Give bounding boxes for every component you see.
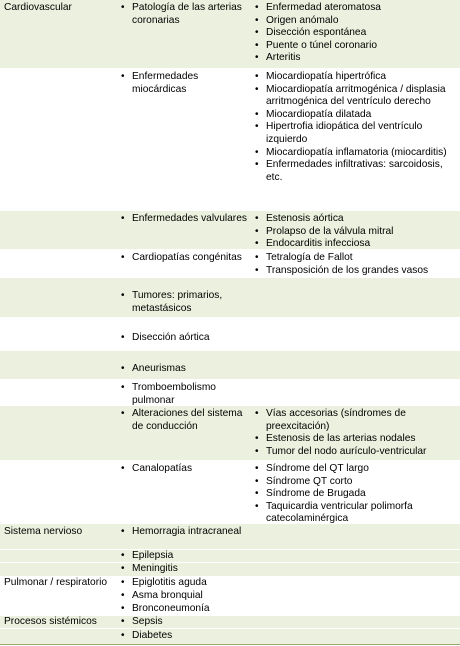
detail-item: • Estenosis de las arterias nodales xyxy=(252,433,456,446)
subcategory-cell xyxy=(118,382,248,407)
table-row xyxy=(0,211,460,250)
subcategory-cell xyxy=(118,71,248,96)
subcategory-cell xyxy=(118,363,248,376)
table-row xyxy=(0,461,460,524)
detail-item: • Prolapso de la válvula mitral xyxy=(252,226,456,239)
table-row xyxy=(0,318,460,351)
detail-item: • Enfermedades infiltrativas: sarcoidosis, etc. xyxy=(252,159,456,184)
subcategory-item: • Tumores: primarios, metastásicos xyxy=(118,290,248,315)
subcategory-item: • Epiglotitis aguda xyxy=(118,577,248,590)
table-row xyxy=(0,616,460,629)
subcategory-item: • Cardiopatías congénitas xyxy=(118,252,248,265)
table-row xyxy=(0,380,460,406)
detail-item: • Hipertrofia idiopática del ventrículo izquierdo xyxy=(252,121,456,146)
subcategory-cell xyxy=(118,616,248,629)
subcategory-item: • Aneurismas xyxy=(118,363,248,376)
subcategory-cell xyxy=(118,408,248,433)
subcategory-item: • Enfermedades valvulares xyxy=(118,213,248,226)
detail-item: • Endocarditis infecciosa xyxy=(252,238,456,251)
subcategory-cell xyxy=(118,290,248,315)
detail-item: • Síndrome del QT largo xyxy=(252,463,456,476)
detail-item: • Síndrome de Brugada xyxy=(252,488,456,501)
detail-item: • Síndrome QT corto xyxy=(252,476,456,489)
detail-item: • Miocardiopatía arritmogénica / displasia arritmogénica del ventrículo derecho xyxy=(252,84,456,109)
detail-item: • Miocardiopatía dilatada xyxy=(252,109,456,122)
subcategory-cell xyxy=(118,252,248,265)
subcategory-cell xyxy=(118,563,248,576)
detail-list xyxy=(252,2,456,65)
detail-item: • Arteritis xyxy=(252,52,456,65)
subcategory-cell xyxy=(118,2,248,27)
subcategory-cell xyxy=(118,550,248,563)
detail-item: • Miocardiopatía hipertrófica xyxy=(252,71,456,84)
category-cell: Pulmonar / respiratorio xyxy=(4,577,108,588)
subcategory-cell xyxy=(118,213,248,226)
table-row xyxy=(0,577,460,590)
subcategory-item: • Alteraciones del sistema de conducción xyxy=(118,408,248,433)
table-row xyxy=(0,524,460,550)
detail-list xyxy=(252,213,456,251)
subcategory-item: • Diabetes xyxy=(118,630,248,643)
subcategory-cell xyxy=(118,603,248,616)
detail-list xyxy=(252,408,456,458)
table-row xyxy=(0,250,460,278)
subcategory-item: • Patología de las arterias coronarias xyxy=(118,2,248,27)
subcategory-item: • Canalopatías xyxy=(118,463,248,476)
subcategory-item: • Hemorragia intracraneal xyxy=(118,526,248,539)
detail-item: • Enfermedad ateromatosa xyxy=(252,2,456,15)
table-row xyxy=(0,590,460,603)
table-row xyxy=(0,629,460,645)
detail-item: • Tumor del nodo aurículo-ventricular xyxy=(252,446,456,459)
detail-item: • Miocardiopatía inflamatoria (miocarditis) xyxy=(252,147,456,160)
table-row xyxy=(0,563,460,577)
detail-item: • Disección espontánea xyxy=(252,27,456,40)
table-row xyxy=(0,406,460,461)
category-cell: Cardiovascular xyxy=(4,2,72,13)
detail-item: • Estenosis aórtica xyxy=(252,213,456,226)
subcategory-item: • Meningitis xyxy=(118,563,248,576)
detail-item: • Puente o túnel coronario xyxy=(252,40,456,53)
subcategory-item: • Asma bronquial xyxy=(118,590,248,603)
category-cell: Sistema nervioso xyxy=(4,526,83,537)
table-row xyxy=(0,351,460,380)
detail-item: • Origen anómalo xyxy=(252,15,456,28)
category-cell: Procesos sistémicos xyxy=(4,616,97,627)
subcategory-cell xyxy=(118,577,248,590)
detail-list xyxy=(252,252,456,277)
table-row xyxy=(0,0,460,69)
detail-list xyxy=(252,463,456,526)
subcategory-cell xyxy=(118,526,248,539)
subcategory-cell xyxy=(118,332,248,345)
subcategory-cell xyxy=(118,590,248,603)
table-row xyxy=(0,278,460,318)
table-row xyxy=(0,69,460,211)
subcategory-cell xyxy=(118,463,248,476)
detail-item: • Taquicardia ventricular polimorfa catecolaminérgica xyxy=(252,501,456,526)
subcategory-item: • Enfermedades miocárdicas xyxy=(118,71,248,96)
detail-item: • Tetralogía de Fallot xyxy=(252,252,456,265)
subcategory-cell xyxy=(118,630,248,643)
table-row xyxy=(0,603,460,616)
detail-item: • Vías accesorias (síndromes de preexcitación) xyxy=(252,408,456,433)
detail-item: • Transposición de los grandes vasos xyxy=(252,265,456,278)
subcategory-item: • Disección aórtica xyxy=(118,332,248,345)
subcategory-item: • Bronconeumonía xyxy=(118,603,248,616)
table-row xyxy=(0,550,460,563)
subcategory-item: • Sepsis xyxy=(118,616,248,629)
subcategory-item: • Tromboembolismo pulmonar xyxy=(118,382,248,407)
detail-list xyxy=(252,71,456,184)
subcategory-item: • Epilepsia xyxy=(118,550,248,563)
